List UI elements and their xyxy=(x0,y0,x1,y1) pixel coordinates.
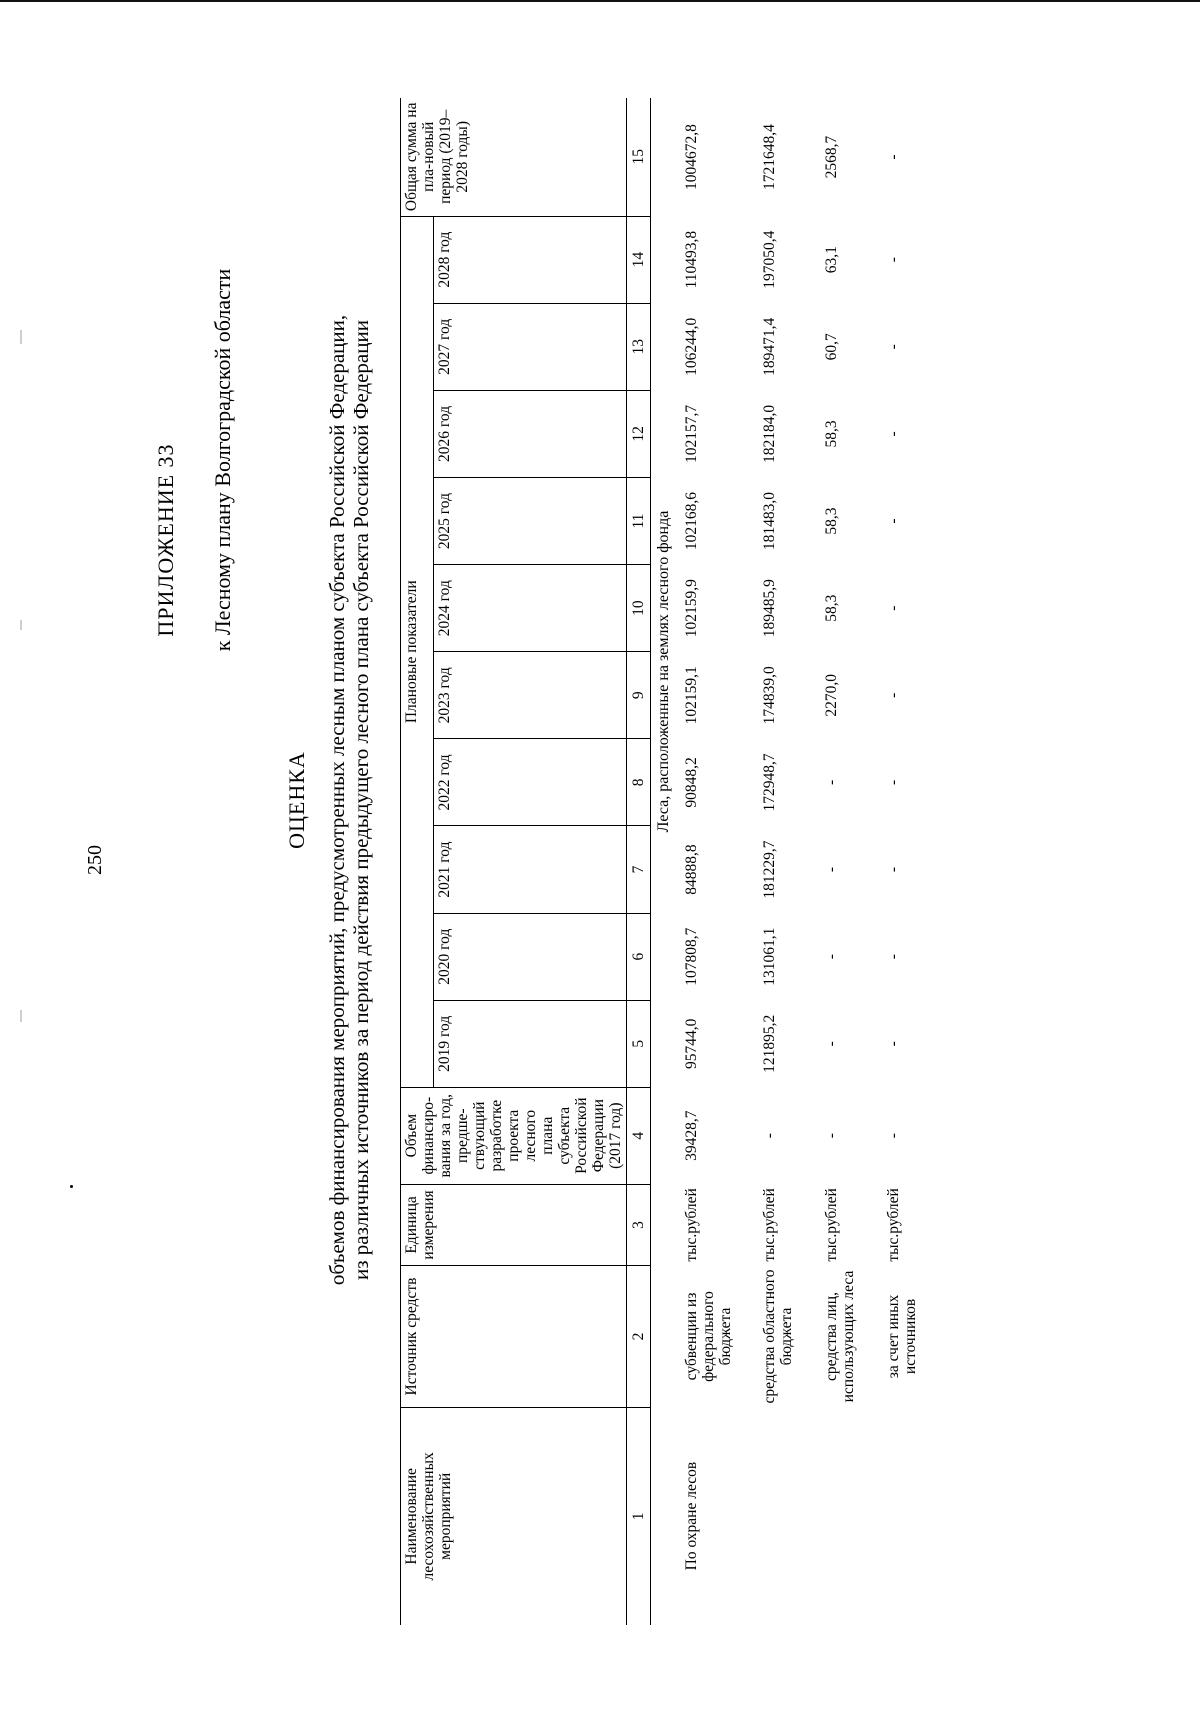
cell-year-value: - xyxy=(885,692,902,698)
table-row xyxy=(757,98,819,1625)
table-row xyxy=(819,98,881,1625)
header-year: 2026 год xyxy=(433,390,626,477)
cell-year-value: - xyxy=(823,954,840,960)
column-number: 2 xyxy=(627,1266,651,1407)
cell-volume: 39428,7 xyxy=(683,1110,700,1161)
cell-source: средства лиц, использующих леса xyxy=(823,1270,857,1403)
cell-year-value: - xyxy=(823,866,840,873)
cell-year-value: - xyxy=(885,1041,902,1047)
cell-unit: тыс.рублей xyxy=(761,1188,778,1262)
header-source: Источник средств xyxy=(401,1266,627,1407)
column-number: 5 xyxy=(627,1000,651,1087)
cell-source: за счет иных источников xyxy=(885,1294,919,1379)
column-number-row xyxy=(627,98,651,1625)
column-number: 3 xyxy=(627,1184,651,1266)
document-subtitle-line2: из различных источников за период действия предыдущего лесного плана субъекта Российской Федерации xyxy=(349,320,373,1280)
cell-activity xyxy=(757,1407,819,1625)
appendix-title: ПРИЛОЖЕНИЕ 33 xyxy=(153,443,178,637)
header-year: 2027 год xyxy=(433,303,626,390)
cell-volume: - xyxy=(885,1133,902,1139)
column-number: 13 xyxy=(627,303,651,390)
cell-year-value: 189471,4 xyxy=(761,317,778,376)
header-year: 2023 год xyxy=(433,652,626,739)
cell-year-value: 60,7 xyxy=(823,333,840,361)
page-number: 250 xyxy=(84,845,106,875)
cell-unit: тыс.рублей xyxy=(885,1188,902,1262)
cell-year-value: 131061,1 xyxy=(761,927,778,986)
cell-year-value: 110493,8 xyxy=(683,230,700,289)
header-year: 2028 год xyxy=(433,216,626,303)
column-number: 6 xyxy=(627,913,651,1000)
cell-year-value: 84888,8 xyxy=(683,844,700,895)
column-number: 14 xyxy=(627,216,651,303)
cell-year-value: - xyxy=(885,344,902,350)
header-year: 2022 год xyxy=(433,739,626,826)
cell-year-value: 90848,2 xyxy=(683,757,700,808)
header-year: 2024 год xyxy=(433,565,626,652)
cell-year-value: - xyxy=(885,779,902,785)
header-year: 2021 год xyxy=(433,826,626,913)
column-number: 1 xyxy=(627,1407,651,1625)
header-unit: Единица измерения xyxy=(401,1184,627,1266)
cell-year-value: - xyxy=(885,954,902,960)
cell-year-value: 102159,1 xyxy=(683,666,700,725)
cell-total: 1004672,8 xyxy=(683,124,700,190)
cell-year-value: 58,3 xyxy=(823,594,840,622)
cell-activity xyxy=(881,1407,931,1625)
header-year: 2020 год xyxy=(433,913,626,1000)
cell-activity xyxy=(819,1407,881,1625)
cell-year-value: 102168,6 xyxy=(683,491,700,551)
cell-year-value: 172948,7 xyxy=(761,753,778,812)
cell-year-value: 121895,2 xyxy=(761,1014,778,1073)
cell-year-value: 181483,0 xyxy=(761,491,778,551)
column-number: 8 xyxy=(627,739,651,826)
financing-table xyxy=(400,98,931,1625)
cell-year-value: 189485,9 xyxy=(761,579,778,638)
cell-year-value: 58,3 xyxy=(823,420,840,448)
cell-year-value: 102159,9 xyxy=(683,579,700,638)
cell-total: 2568,7 xyxy=(823,135,840,179)
table-row xyxy=(679,98,757,1625)
cell-year-value: 2270,0 xyxy=(823,673,840,717)
cell-source: субвенции из федерального бюджета xyxy=(683,1291,734,1382)
column-number: 10 xyxy=(627,565,651,652)
header-year: 2025 год xyxy=(433,477,626,564)
cell-year-value: 58,3 xyxy=(823,507,840,535)
cell-year-value: - xyxy=(885,518,902,524)
cell-year-value: - xyxy=(885,866,902,873)
cell-year-value: - xyxy=(885,605,902,611)
cell-year-value: 95744,0 xyxy=(683,1018,700,1069)
cell-year-value: 102157,7 xyxy=(683,404,700,463)
column-number: 7 xyxy=(627,826,651,913)
column-number: 9 xyxy=(627,652,651,739)
cell-volume: - xyxy=(823,1133,840,1139)
cell-source: средства областного бюджета xyxy=(761,1269,795,1404)
header-year: 2019 год xyxy=(433,1000,626,1087)
cell-year-value: 106244,0 xyxy=(683,317,700,376)
cell-year-value: 107808,7 xyxy=(683,927,700,986)
table-row xyxy=(881,98,931,1625)
column-number: 12 xyxy=(627,390,651,477)
cell-activity: По охране лесов xyxy=(683,1461,700,1571)
cell-unit: тыс.рублей xyxy=(823,1188,840,1262)
header-total: Общая сумма на пла-новый период (2019–2028 годы) xyxy=(401,98,627,216)
cell-year-value: 182184,0 xyxy=(761,404,778,463)
cell-year-value: 197050,4 xyxy=(761,230,778,289)
cell-volume: - xyxy=(761,1133,778,1139)
cell-total: 1721648,4 xyxy=(761,124,778,190)
cell-year-value: - xyxy=(885,257,902,263)
cell-year-value: 174839,0 xyxy=(761,666,778,725)
document-title: ОЦЕНКА xyxy=(284,751,309,849)
header-planned: Плановые показатели xyxy=(401,216,434,1087)
table-header-row xyxy=(401,98,434,1625)
cell-year-value: - xyxy=(823,779,840,785)
document-subtitle xyxy=(325,100,373,1500)
column-number: 4 xyxy=(627,1087,651,1184)
document-subtitle-line1: объемов финансирования мероприятий, предусмотренных лесным планом субъекта Российской Федерации, xyxy=(325,314,349,1286)
cell-unit: тыс.рублей xyxy=(683,1188,700,1262)
column-number: 15 xyxy=(627,98,651,216)
section-row xyxy=(651,98,680,1625)
header-activity: Наименование лесохозяйственных мероприятий xyxy=(401,1407,627,1625)
section-title: Леса, расположенные на землях лесного фонда xyxy=(655,510,672,833)
cell-year-value: 181229,7 xyxy=(761,840,778,899)
cell-year-value: - xyxy=(823,1041,840,1047)
cell-total: - xyxy=(885,154,902,160)
cell-year-value: 63,1 xyxy=(823,246,840,274)
cell-year-value: - xyxy=(885,431,902,437)
appendix-subtitle: к Лесному плану Волгоградской области xyxy=(210,268,235,652)
header-volume: Объем финансиро-вания за год, предше-ствующий разработке проекта лесного плана субъекта Российской Федерации (2017 год) xyxy=(401,1087,627,1184)
column-number: 11 xyxy=(627,477,651,564)
